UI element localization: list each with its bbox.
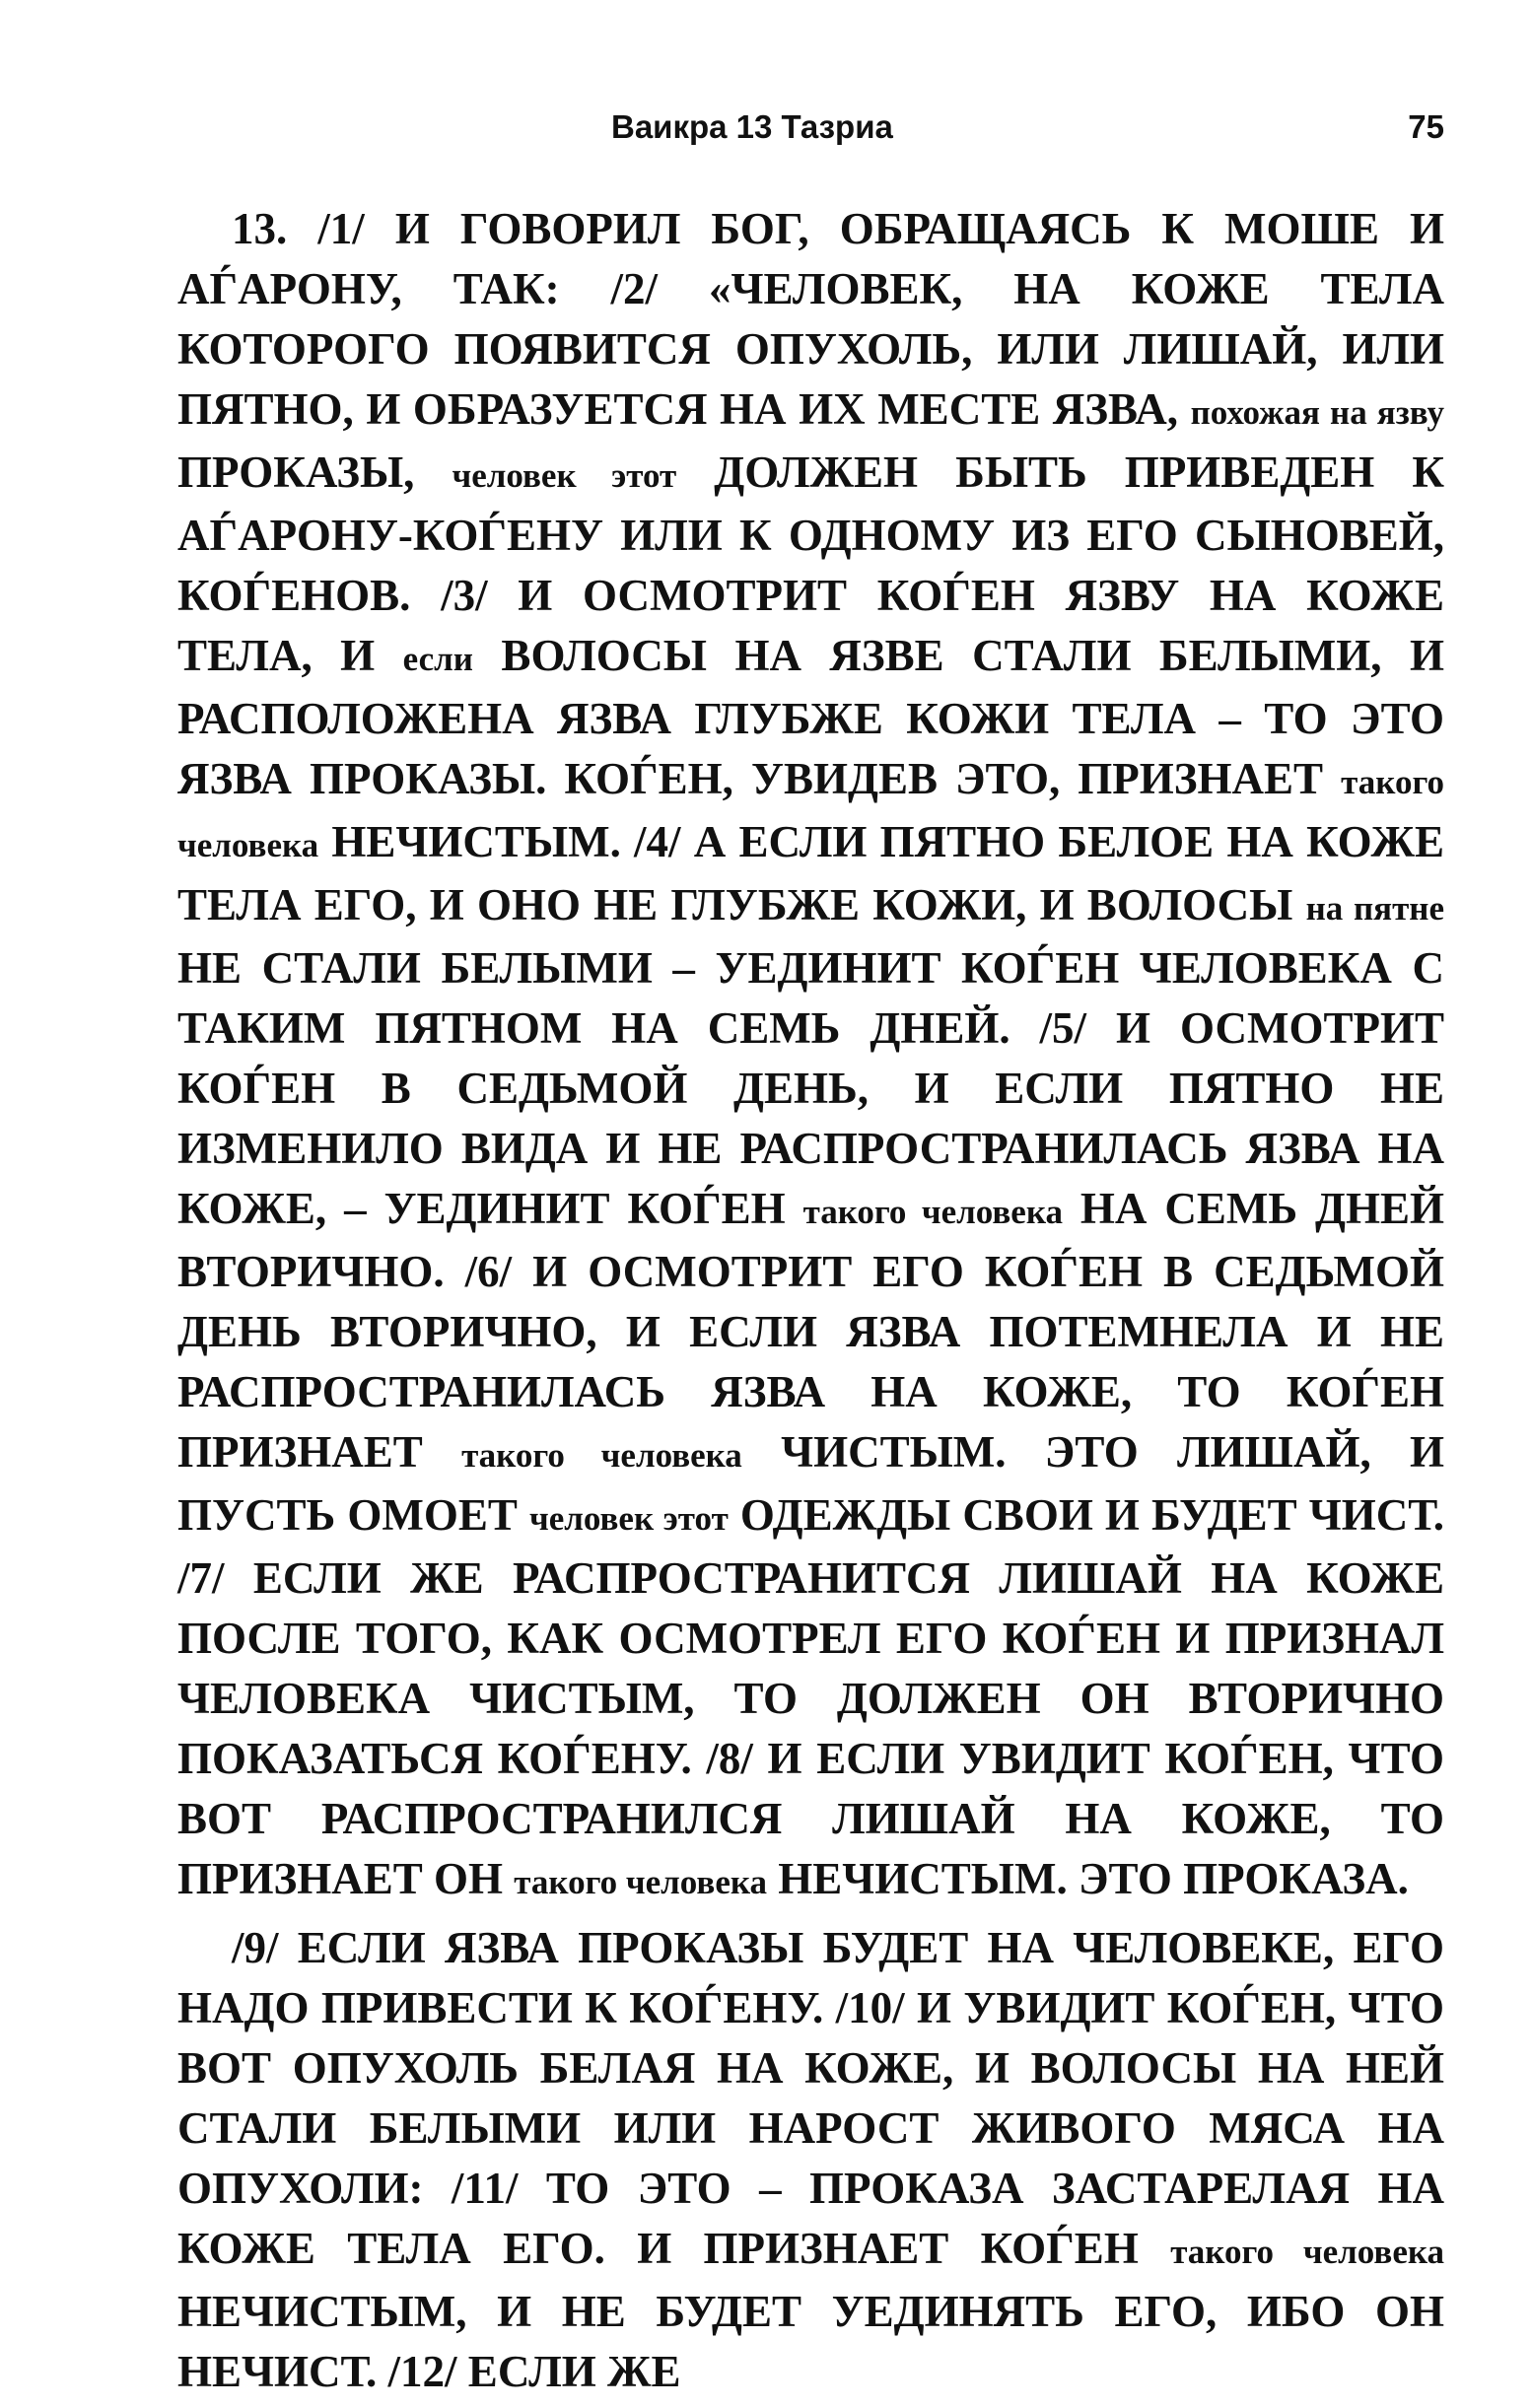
paragraph [177,1918,1444,2402]
text-segment: ПРОКАЗЫ, [177,447,453,497]
text-segment: 13. /1/ И ГОВОРИЛ БОГ, ОБРАЩАЯСЬ К МОШЕ И АЃАРОНУ, ТАК: /2/ «ЧЕЛОВЕК, НА КОЖЕ ТЕЛА КОТОРОГО ПОЯВИТСЯ ОПУХОЛЬ, ИЛИ ЛИШАЙ, ИЛИ ПЯТНО, И ОБРАЗУЕТСЯ НА ИХ МЕСТЕ ЯЗВА, [177,204,1444,434]
small-text-segment: если [402,640,473,678]
text-segment: НА СЕМЬ ДНЕЙ ВТОРИЧНО. /6/ И ОСМОТРИТ ЕГО КОЃЕН В СЕДЬМОЙ ДЕНЬ ВТОРИЧНО, И ЕСЛИ ЯЗВА ПОТЕМНЕЛА И НЕ РАСПРОСТРАНИЛАСЬ ЯЗВА НА КОЖЕ, ТО КОЃЕН ПРИЗНАЕТ [177,1184,1444,1477]
text-segment: НЕЧИСТЫМ. /4/ А ЕСЛИ ПЯТНО БЕЛОЕ НА КОЖЕ ТЕЛА ЕГО, И ОНО НЕ ГЛУБЖЕ КОЖИ, И ВОЛОСЫ [177,817,1444,929]
small-text-segment: человек этот [528,1499,729,1538]
text-body [177,199,1444,2402]
book-page [177,108,1444,2408]
paragraph [177,199,1444,1912]
text-segment: НЕЧИСТЫМ. ЭТО ПРОКАЗА. [767,1854,1409,1903]
small-text-segment: такого человека [1170,2233,1444,2271]
text-segment: ДОЛЖЕН БЫТЬ ПРИВЕДЕН К АЃАРОНУ-КОЃЕНУ ИЛИ К ОДНОМУ ИЗ ЕГО СЫНОВЕЙ, КОЃЕНОВ. /3/ И ОСМОТРИТ КОЃЕН ЯЗВУ НА КОЖЕ ТЕЛА, И [177,447,1444,680]
running-title: Ваикра 13 Тазриа [611,108,893,145]
small-text-segment: такого человека [461,1436,742,1475]
small-text-segment: человек этот [452,456,677,495]
text-segment: НЕЧИСТЫМ, И НЕ БУДЕТ УЕДИНЯТЬ ЕГО, ИБО ОН НЕЧИСТ. /12/ ЕСЛИ ЖЕ [177,2287,1444,2396]
text-segment: /9/ ЕСЛИ ЯЗВА ПРОКАЗЫ БУДЕТ НА ЧЕЛОВЕКЕ, ЕГО НАДО ПРИВЕСТИ К КОЃЕНУ. /10/ И УВИДИТ КОЃЕН, ЧТО ВОТ ОПУХОЛЬ БЕЛАЯ НА КОЖЕ, И ВОЛОСЫ НА НЕЙ СТАЛИ БЕЛЫМИ ИЛИ НАРОСТ ЖИВОГО МЯСА НА ОПУХОЛИ: /11/ ТО ЭТО – ПРОКАЗА ЗАСТАРЕЛАЯ НА КОЖЕ ТЕЛА ЕГО. И ПРИЗНАЕТ КОЃЕН [177,1923,1444,2273]
text-segment: ВОЛОСЫ НА ЯЗВЕ СТАЛИ БЕЛЫМИ, И РАСПОЛОЖЕНА ЯЗВА ГЛУБЖЕ КОЖИ ТЕЛА – ТО ЭТО ЯЗВА ПРОКАЗЫ. КОЃЕН, УВИДЕВ ЭТО, ПРИЗНАЕТ [177,631,1444,803]
small-text-segment: такого человека [514,1863,767,1901]
text-segment: НЕ СТАЛИ БЕЛЫМИ – УЕДИНИТ КОЃЕН ЧЕЛОВЕКА С ТАКИМ ПЯТНОМ НА СЕМЬ ДНЕЙ. /5/ И ОСМОТРИТ КОЃЕН В СЕДЬМОЙ ДЕНЬ, И ЕСЛИ ПЯТНО НЕ ИЗМЕНИЛО ВИДА И НЕ РАСПРОСТРАНИЛАСЬ ЯЗВА НА КОЖЕ, – УЕДИНИТ КОЃЕН [177,943,1444,1233]
small-text-segment: такого человека [802,1193,1063,1231]
small-text-segment: похожая на язву [1190,393,1444,432]
small-text-segment: на пятне [1305,889,1444,928]
small-text-segment: такого человека [177,763,1444,864]
text-segment: ОДЕЖДЫ СВОИ И БУДЕТ ЧИСТ. /7/ ЕСЛИ ЖЕ РАСПРОСТРАНИТСЯ ЛИШАЙ НА КОЖЕ ПОСЛЕ ТОГО, КАК ОСМОТРЕЛ ЕГО КОЃЕН И ПРИЗНАЛ ЧЕЛОВЕКА ЧИСТЫМ, ТО ДОЛЖЕН ОН ВТОРИЧНО ПОКАЗАТЬСЯ КОЃЕНУ. /8/ И ЕСЛИ УВИДИТ КОЃЕН, ЧТО ВОТ РАСПРОСТРАНИЛСЯ ЛИШАЙ НА КОЖЕ, ТО ПРИЗНАЕТ ОН [177,1490,1444,1903]
running-header [177,108,1444,168]
text-segment: ЧИСТЫМ. ЭТО ЛИШАЙ, И ПУСТЬ ОМОЕТ [177,1427,1444,1540]
page-number: 75 [1408,108,1444,145]
